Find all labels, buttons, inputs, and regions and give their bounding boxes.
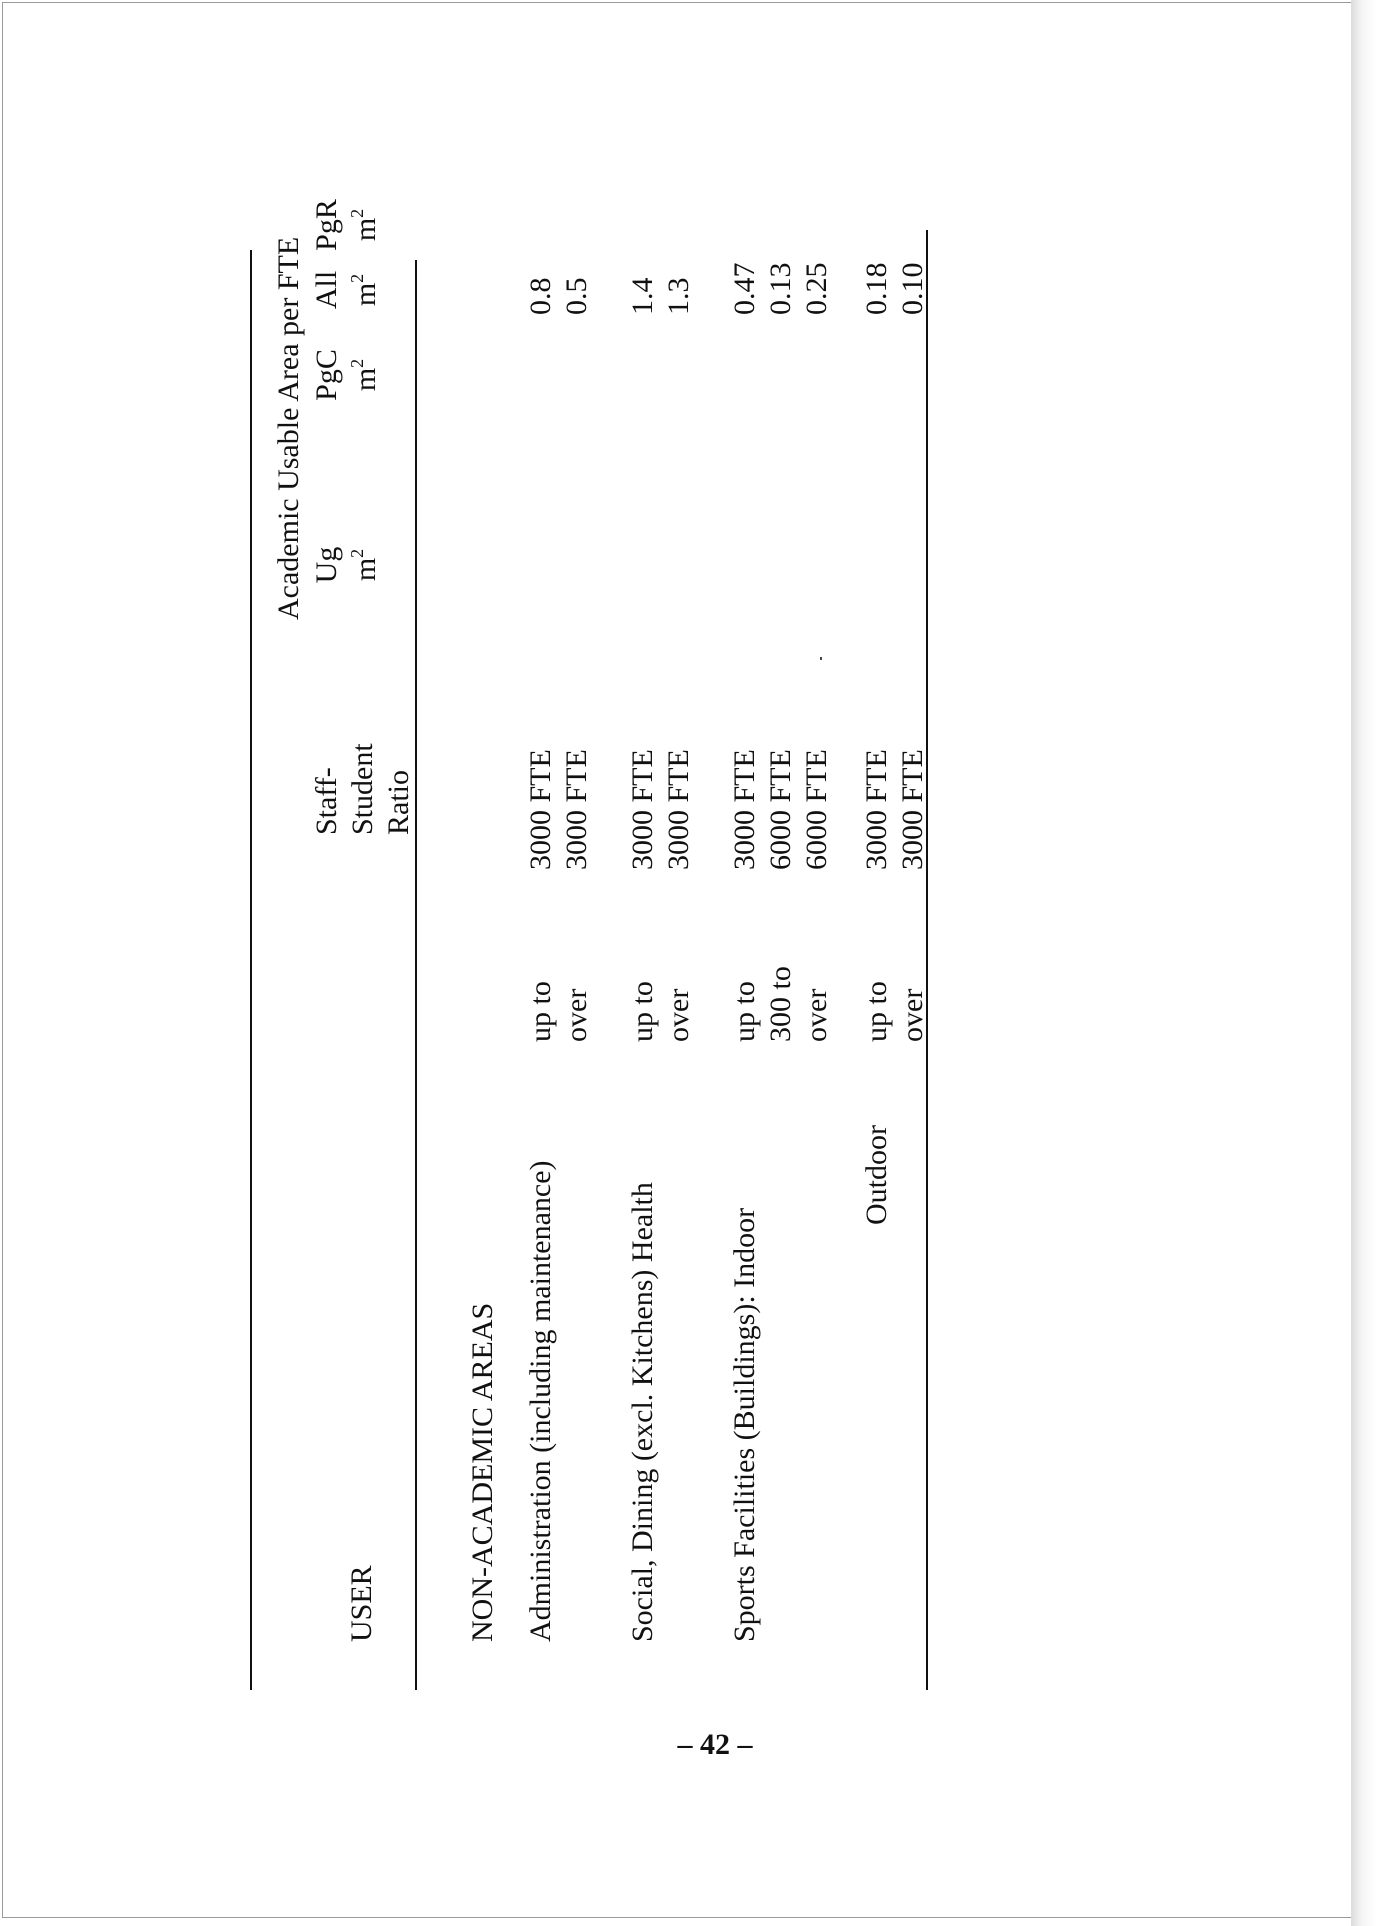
row-value-all: 0.13 [764,262,797,315]
row-value-all: 0.25 [800,262,833,315]
rotated-table [250,199,1140,1690]
column-header-all: All [310,270,343,310]
row-ratio: 3000 FTE [860,749,893,870]
row-qualifier: up to [626,981,659,1042]
row-value-all: 0.10 [896,262,929,315]
row-ratio: 3000 FTE [728,749,761,870]
user-column-header: USER [345,1565,378,1642]
row-ratio: 3000 FTE [626,749,659,870]
table-bottom-rule [926,230,928,1690]
row-qualifier: over [896,988,929,1042]
row-value-all: 1.4 [626,277,659,315]
column-unit-ug: $m^2$ [347,548,382,582]
page-edge-shadow [1351,0,1377,1926]
row-label: Social, Dining (excl. Kitchens) Health [626,1182,659,1642]
column-header-ug: Ug [310,546,343,584]
row-ratio: 3000 FTE [662,749,695,870]
ratio-header-line-2: Student [346,743,379,835]
ratio-header-line-3: Ratio [382,770,415,835]
row-value-all: 0.18 [860,262,893,315]
row-label: Outdoor [860,1125,893,1225]
row-value-all: 0.47 [728,262,761,315]
column-unit-pgc: $m^2$ [347,358,382,392]
print-speck [820,657,822,660]
row-ratio: 3000 FTE [896,749,929,870]
row-ratio: 3000 FTE [560,749,593,870]
row-label: Administration (including maintenance) [524,1160,557,1642]
row-qualifier: 300 to [764,966,797,1042]
row-qualifier: up to [860,981,893,1042]
row-value-all: 0.8 [524,277,557,315]
column-header-pgc: PgC [310,349,343,401]
row-value-all: 0.5 [560,277,593,315]
column-unit-all: $m^2$ [347,273,382,307]
section-title: NON-ACADEMIC AREAS [466,1302,499,1642]
row-ratio: 6000 FTE [800,749,833,870]
table-header-rule [415,260,417,1690]
group-header-title: Academic Usable Area per FTE [272,236,305,620]
ratio-header-line-1: Staff- [310,767,343,835]
row-value-all: 1.3 [662,277,695,315]
row-qualifier: up to [728,981,761,1042]
row-qualifier: over [662,988,695,1042]
row-label: Sports Facilities (Buildings): Indoor [728,1207,761,1642]
table-top-rule [250,250,252,1690]
column-unit-pgr: $m^2$ [347,208,382,242]
row-ratio: 6000 FTE [764,749,797,870]
row-qualifier: over [560,988,593,1042]
column-header-pgr: PgR [310,199,343,251]
row-qualifier: up to [524,981,557,1042]
page-number: – 42 – [677,1728,753,1761]
row-ratio: 3000 FTE [524,749,557,870]
row-qualifier: over [800,988,833,1042]
